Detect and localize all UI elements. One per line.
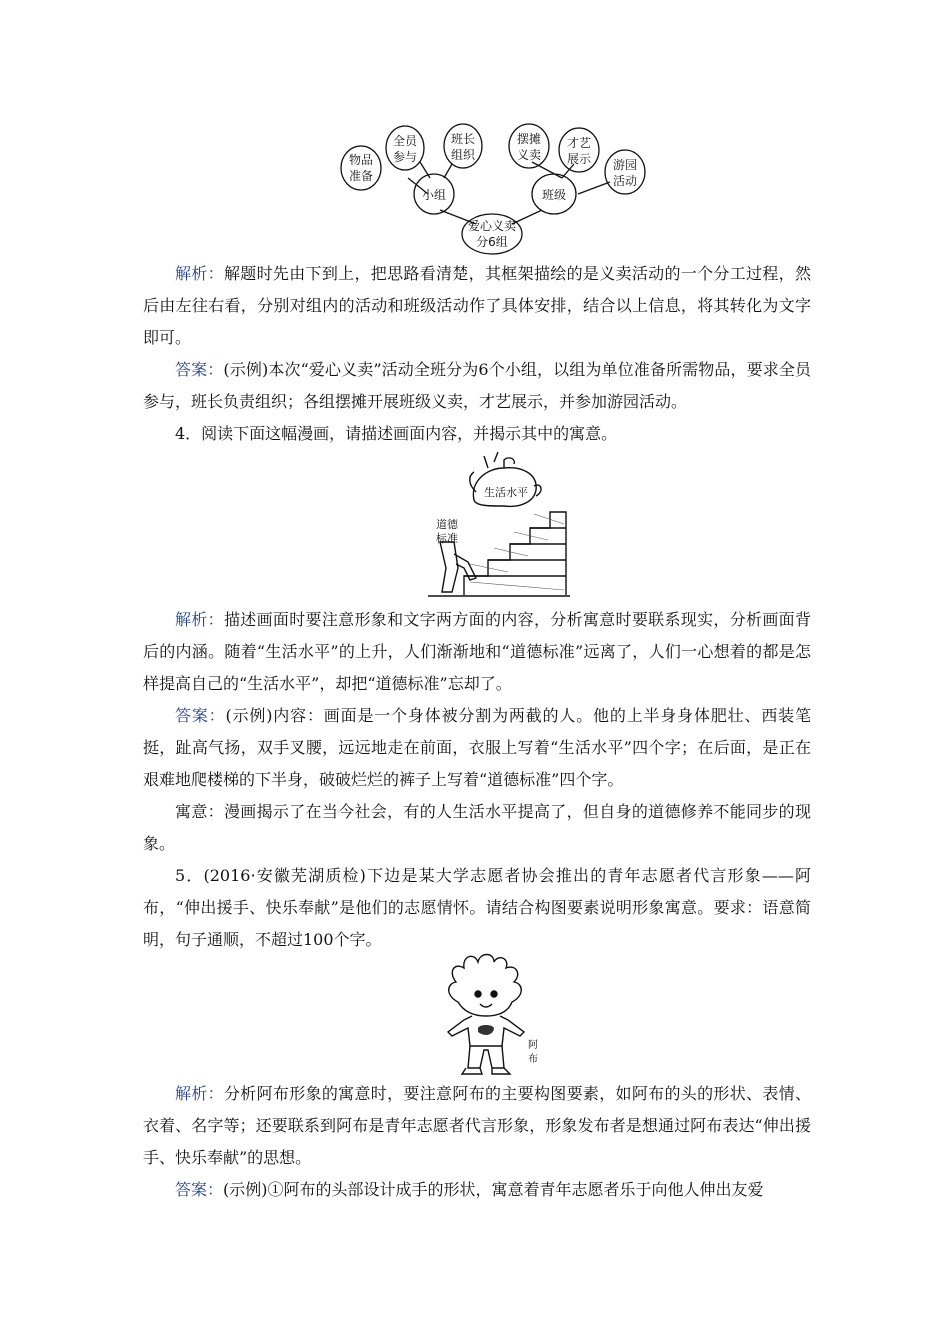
node-garden-line1: 游园 — [612, 158, 638, 172]
node-item-prep-line2: 准备 — [348, 169, 374, 183]
q3-analysis-text: 解题时先由下到上，把思路看清楚，其框架描绘的是义卖活动的一个分工过程，然后由左往右看，分别对组内的活动和班级活动作了具体安排，结合以上信息，将其转化为文字即可。 — [143, 264, 811, 347]
cartoon-svg — [424, 450, 572, 602]
analysis-label: 解析： — [175, 264, 224, 283]
q3-answer — [143, 354, 811, 418]
q3-answer-text: (示例)本次“爱心义卖”活动全班分为6个小组，以组为单位准备所需物品，要求全员参与，班长负责组织；各组摆摊开展班级义卖，才艺展示，并参加游园活动。 — [143, 360, 811, 411]
q5-answer-text: (示例)①阿布的头部设计成手的形状，寓意着青年志愿者乐于向他人伸出友爱 — [223, 1180, 764, 1199]
analysis-label: 解析： — [175, 610, 224, 629]
cartoon-label-morality-2: 标准 — [436, 532, 458, 545]
mascot-abu-illustration — [438, 950, 538, 1080]
mind-map-svg — [330, 120, 660, 262]
node-all-members-line1: 全员 — [392, 134, 418, 148]
q4-analysis-text: 描述画面时要注意形象和文字两方面的内容，分析寓意时要联系现实，分析画面背后的内涵。随着“生活水平”的上升，人们渐渐地和“道德标准”远离了，人们一心想着的都是怎样提高自己的“生活水平”，却把“道德标准”忘却了。 — [143, 610, 811, 693]
node-center-line1: 爱心义卖 — [467, 219, 517, 233]
answer-label: 答案： — [175, 1180, 224, 1199]
node-stall-line2: 义卖 — [516, 148, 542, 162]
node-item-prep-line1: 物品 — [348, 153, 374, 167]
mascot-name-char-2: 布 — [528, 1054, 538, 1065]
q4-meaning: 寓意：漫画揭示了在当今社会，有的人生活水平提高了，但自身的道德修养不能同步的现象。 — [143, 802, 811, 853]
q5-analysis-text: 分析阿布形象的寓意时，要注意阿布的主要构图要素，如阿布的头的形状、表情、衣着、名字等；还要联系到阿布是青年志愿者代言形象，形象发布者是想通过阿布表达“伸出援手、快乐奉献”的思想。 — [143, 1084, 811, 1167]
node-group-hub: 小组 — [421, 188, 447, 202]
q4-analysis — [143, 604, 811, 700]
cartoon-label-morality-1: 道德 — [436, 518, 458, 531]
node-center-line2: 分6组 — [476, 235, 508, 249]
mascot-svg — [438, 950, 538, 1080]
cartoon-illustration — [424, 450, 572, 602]
node-class-hub: 班级 — [541, 188, 567, 202]
q4-answer-text: (示例)内容：画面是一个身体被分割为两截的人。他的上半身身体肥壮、西装笔挺，趾高气扬，双手叉腰，远远地走在前面，衣服上写着“生活水平”四个字；在后面，是正在艰难地爬楼梯的下半身，破破烂烂的裤子上写着“道德标准”四个字。 — [143, 706, 811, 789]
q5-question: 5．(2016·安徽芜湖质检)下边是某大学志愿者协会推出的青年志愿者代言形象——阿布，“伸出援手、快乐奉献”是他们的志愿情怀。请结合构图要素说明形象寓意。要求：语意简明，句子通顺，不超过100个字。 — [143, 866, 811, 949]
q5-analysis — [143, 1078, 811, 1174]
activity-mind-map — [330, 120, 660, 262]
node-talent-line2: 展示 — [566, 152, 592, 166]
analysis-label: 解析： — [175, 1084, 224, 1103]
mascot-name-char-1: 阿 — [528, 1040, 538, 1051]
node-all-members-line2: 参与 — [392, 150, 418, 164]
node-stall-line1: 摆摊 — [516, 132, 542, 146]
cartoon-label-living-standard: 生活水平 — [484, 486, 528, 499]
node-garden-line2: 活动 — [612, 174, 638, 188]
q5-answer — [143, 1174, 811, 1206]
answer-label: 答案： — [175, 360, 224, 379]
node-monitor-line2: 组织 — [450, 148, 476, 162]
answer-label: 答案： — [175, 706, 226, 725]
q3-analysis — [143, 258, 811, 354]
q4-answer — [143, 700, 811, 796]
node-monitor-line1: 班长 — [450, 132, 476, 146]
node-talent-line1: 才艺 — [566, 136, 592, 150]
q4-question: 4．阅读下面这幅漫画，请描述画面内容，并揭示其中的寓意。 — [175, 424, 618, 443]
